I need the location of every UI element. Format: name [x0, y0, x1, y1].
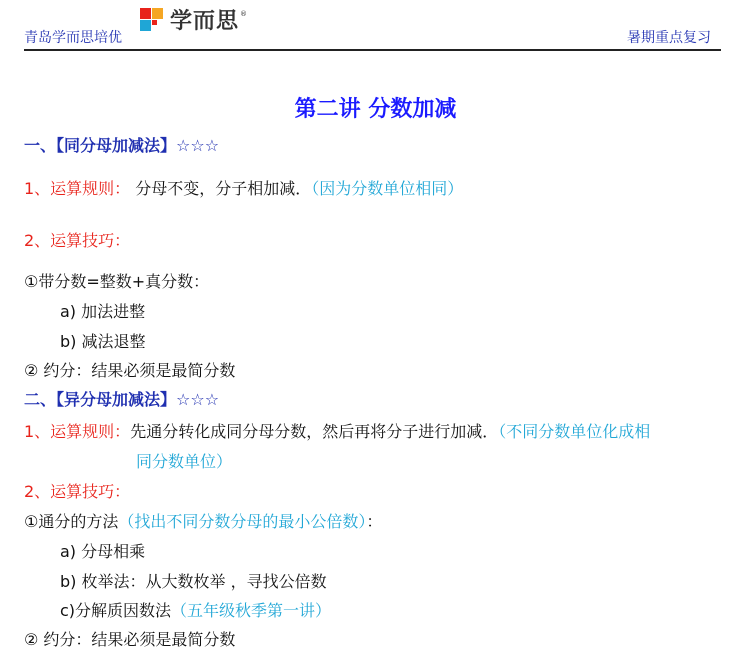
- section-2-item-1c: [60, 598, 331, 621]
- section-1-item-2: ② 约分：结果必须是最简分数: [24, 361, 236, 380]
- section-1-skill-label: 2、运算技巧：: [24, 231, 131, 250]
- registered-mark: ®: [240, 9, 248, 18]
- section-2-item-1: [24, 509, 382, 532]
- section-2-stars: ☆☆☆: [176, 390, 220, 409]
- section-2-item-1a: a) 分母相乘: [60, 542, 146, 561]
- rule-note: （因为分数单位相同）: [311, 179, 464, 198]
- item-colon: ：: [366, 512, 383, 531]
- item-text: ①通分的方法: [24, 512, 119, 531]
- rule-label: 1、运算规则：: [24, 422, 131, 441]
- header-divider: [24, 49, 721, 51]
- section-2-heading: [24, 387, 219, 410]
- section-2-rule-note-cont: 同分数单位）: [136, 452, 233, 471]
- section-1-rule: [24, 176, 463, 199]
- section-1-item-1b: b) 减法退整: [60, 332, 146, 351]
- section-2-skill-label: 2、运算技巧：: [24, 482, 131, 501]
- section-1-stars: ☆☆☆: [176, 136, 220, 155]
- section-1-item-1a: a) 加法进整: [60, 302, 146, 321]
- header-right-text: 暑期重点复习: [627, 30, 711, 46]
- header-left-text: 青岛学而思培优: [24, 30, 122, 46]
- logo-mark-icon: [140, 8, 164, 32]
- section-2-title: 二、【异分母加减法】: [24, 390, 177, 409]
- logo-text: 学而思: [170, 9, 240, 34]
- section-1-heading: [24, 133, 219, 156]
- rule-text: 分母不变，分子相加减．: [130, 179, 312, 198]
- section-2-item-1b: b) 枚举法：从大数枚举 ，寻找公倍数: [60, 572, 327, 591]
- section-1-title: 一、【同分母加减法】: [24, 136, 177, 155]
- section-1-item-1: ①带分数=整数+真分数：: [24, 272, 210, 291]
- item-note: （五年级秋季第一讲）: [171, 601, 332, 620]
- item-text: c)分解质因数法: [60, 601, 172, 620]
- logo: [140, 4, 247, 35]
- rule-note: （不同分数单位化成相: [498, 422, 651, 441]
- rule-text: 先通分转化成同分母分数，然后再将分子进行加减．: [130, 422, 499, 441]
- rule-label: 1、运算规则：: [24, 179, 131, 198]
- page-title: 第二讲 分数加减: [294, 97, 457, 122]
- section-2-item-2: ② 约分：结果必须是最简分数: [24, 630, 236, 649]
- section-2-rule: [24, 419, 650, 442]
- item-note: （找出不同分数分母的最小公倍数）: [118, 512, 367, 531]
